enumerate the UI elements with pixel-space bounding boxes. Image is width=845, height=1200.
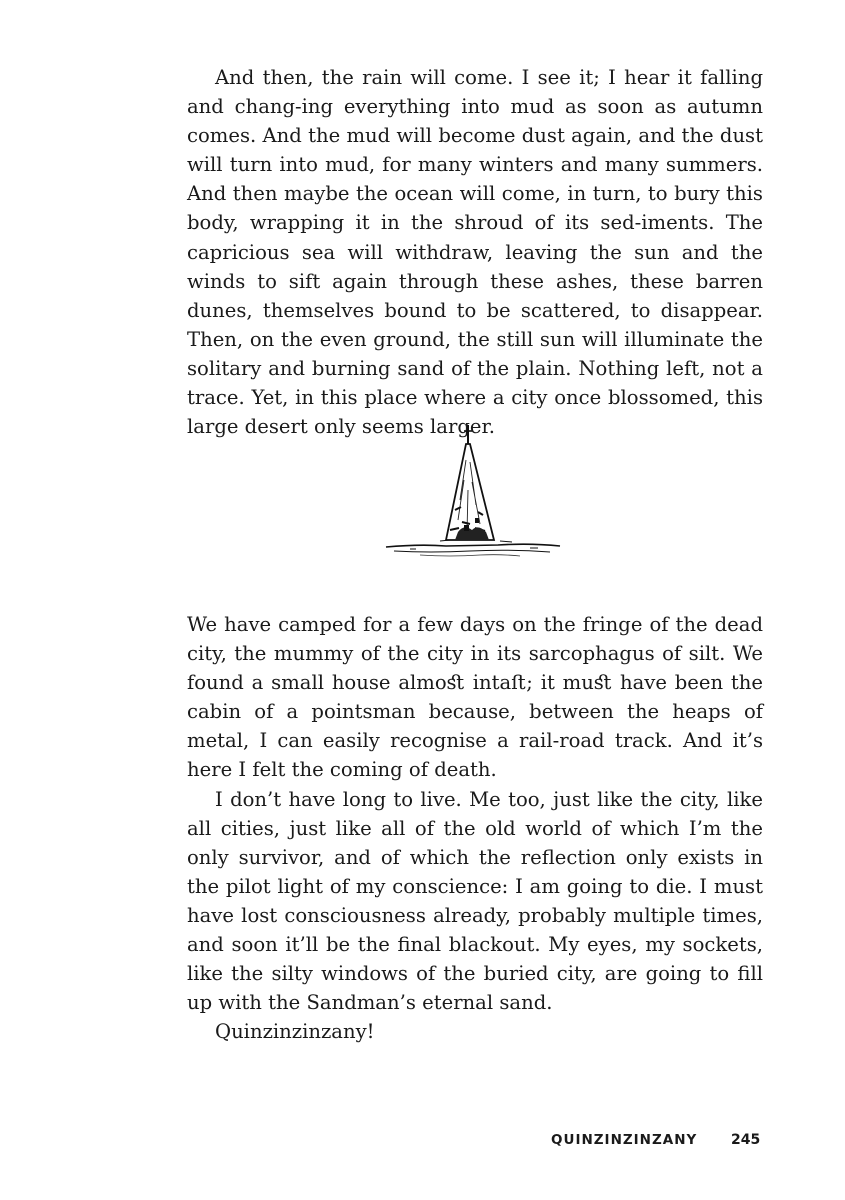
page-footer: [0, 1132, 845, 1156]
paragraph-camp: We have camped for a few days on the fringe of the dead city, the mummy of the city in its sarcophagus of silt. We found a small house almoﬆ intaﬅ; it muﬆ have been the cabin of a pointsman because, between the heaps of metal, I can easily recognise a rail-road track. And it’s here I felt the coming of death.: [187, 613, 763, 782]
paragraph-death: I don’t have long to live. Me too, just like the city, like all cities, just like all of the old world of which I’m the only survivor, and of which the reflection only exists in the pilot light of my conscience: I am going to die. I must have lost consciousness already, probably multiple times, and soon it’ll be the final blackout. My eyes, my sockets, like the silty windows of the buried city, are going to fill up with the Sandman’s eternal sand.: [187, 787, 763, 1015]
text-block-top: [187, 63, 763, 441]
paragraph-exclamation: Quinzinzinzany!: [215, 1020, 375, 1044]
paragraph-rain: And then, the rain will come. I see it; I hear it falling and chang-ing everything into mud as soon as autumn comes. And the mud will become dust again, and the dust will turn into mud, for many winters and many summers. And then maybe the ocean will come, in turn, to bury this body, wrapping it in the shroud of its sed-iments. The capricious sea will withdraw, leaving the sun and the winds to sift again through these ashes, these barren dunes, themselves bound to be scattered, to disappear. Then, on the even ground, the still sun will illuminate the solitary and burning sand of the plain. Nothing left, not a trace. Yet, in this place where a city once blossomed, this large desert only seems larger.: [187, 66, 763, 439]
page-number: 245: [731, 1132, 761, 1148]
text-block-bottom: [187, 610, 763, 1046]
running-head: QUINZINZINZANY: [551, 1132, 698, 1148]
spire-illustration: [380, 420, 570, 570]
